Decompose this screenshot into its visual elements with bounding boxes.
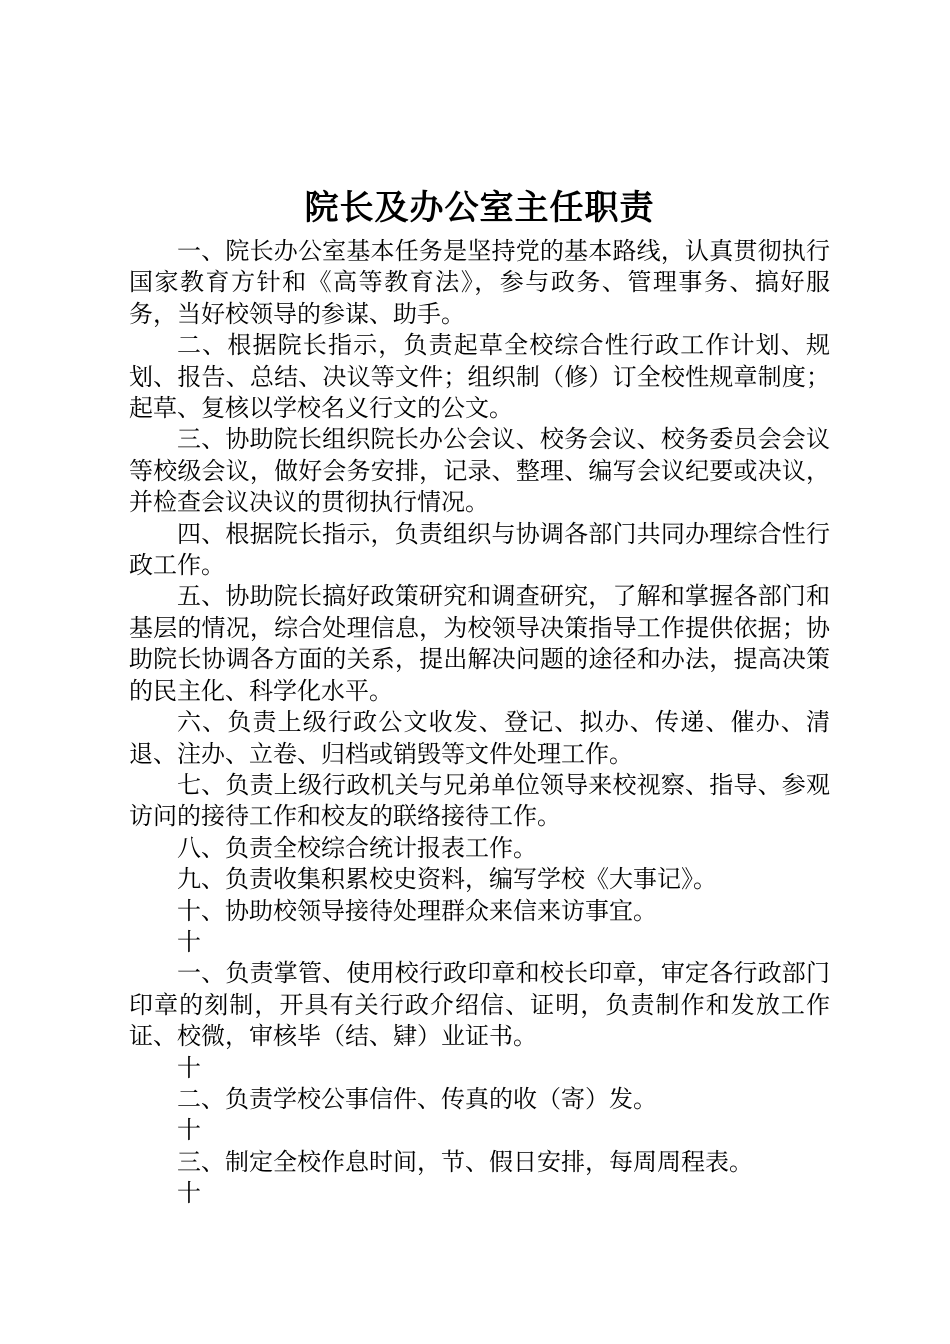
paragraph-12-heading: 十 — [177, 1053, 201, 1082]
document-title: 院长及办公室主任职责 — [304, 188, 655, 228]
paragraph-11-heading: 十 — [177, 927, 201, 956]
paragraph-13: 三、制定全校作息时间，节、假日安排，每周周程表。 — [177, 1147, 753, 1176]
paragraph-6: 六、负责上级行政公文收发、登记、拟办、传递、催办、清退、注办、立卷、归档或销毁等文件处理工作。 — [129, 708, 830, 768]
paragraph-14-heading: 十 — [177, 1179, 201, 1208]
document-page — [129, 180, 830, 1210]
paragraph-13-heading: 十 — [177, 1116, 201, 1145]
paragraph-7: 七、负责上级行政机关与兄弟单位领导来校视察、指导、参观访问的接待工作和校友的联络接待工作。 — [129, 770, 830, 831]
paragraph-8: 八、负责全校综合统计报表工作。 — [177, 833, 537, 862]
paragraph-9: 九、负责收集积累校史资料，编写学校《大事记》。 — [177, 865, 717, 894]
paragraph-10: 十、协助校领导接待处理群众来信来访事宜。 — [177, 896, 657, 925]
paragraph-4: 四、根据院长指示，负责组织与协调各部门共同办理综合性行政工作。 — [129, 519, 830, 580]
paragraph-11: 一、负责掌管、使用校行政印章和校长印章，审定各行政部门印章的刻制，开具有关行政介绍信、证明，负责制作和发放工作证、校微，审核毕（结、肄）业证书。 — [129, 959, 830, 1051]
paragraph-12: 二、负责学校公事信件、传真的收（寄）发。 — [177, 1084, 657, 1113]
paragraph-2: 二、根据院长指示，负责起草全校综合性行政工作计划、规划、报告、总结、决议等文件；组织制（修）订全校性规章制度；起草、复核以学校名义行文的公文。 — [129, 331, 830, 423]
paragraph-3: 三、协助院长组织院长办公会议、校务会议、校务委员会会议等校级会议，做好会务安排，记录、整理、编写会议纪要或决议，并检查会议决议的贯彻执行情况。 — [129, 425, 830, 517]
paragraph-1: 一、院长办公室基本任务是坚持党的基本路线，认真贯彻执行国家教育方针和《高等教育法》，参与政务、管理事务、搞好服务，当好校领导的参谋、助手。 — [129, 237, 830, 328]
paragraph-5: 五、协助院长搞好政策研究和调查研究，了解和掌握各部门和基层的情况，综合处理信息，为校领导决策指导工作提供依据；协助院长协调各方面的关系，提出解决问题的途径和办法，提高决策的民主化、科学化水平。 — [129, 582, 830, 705]
